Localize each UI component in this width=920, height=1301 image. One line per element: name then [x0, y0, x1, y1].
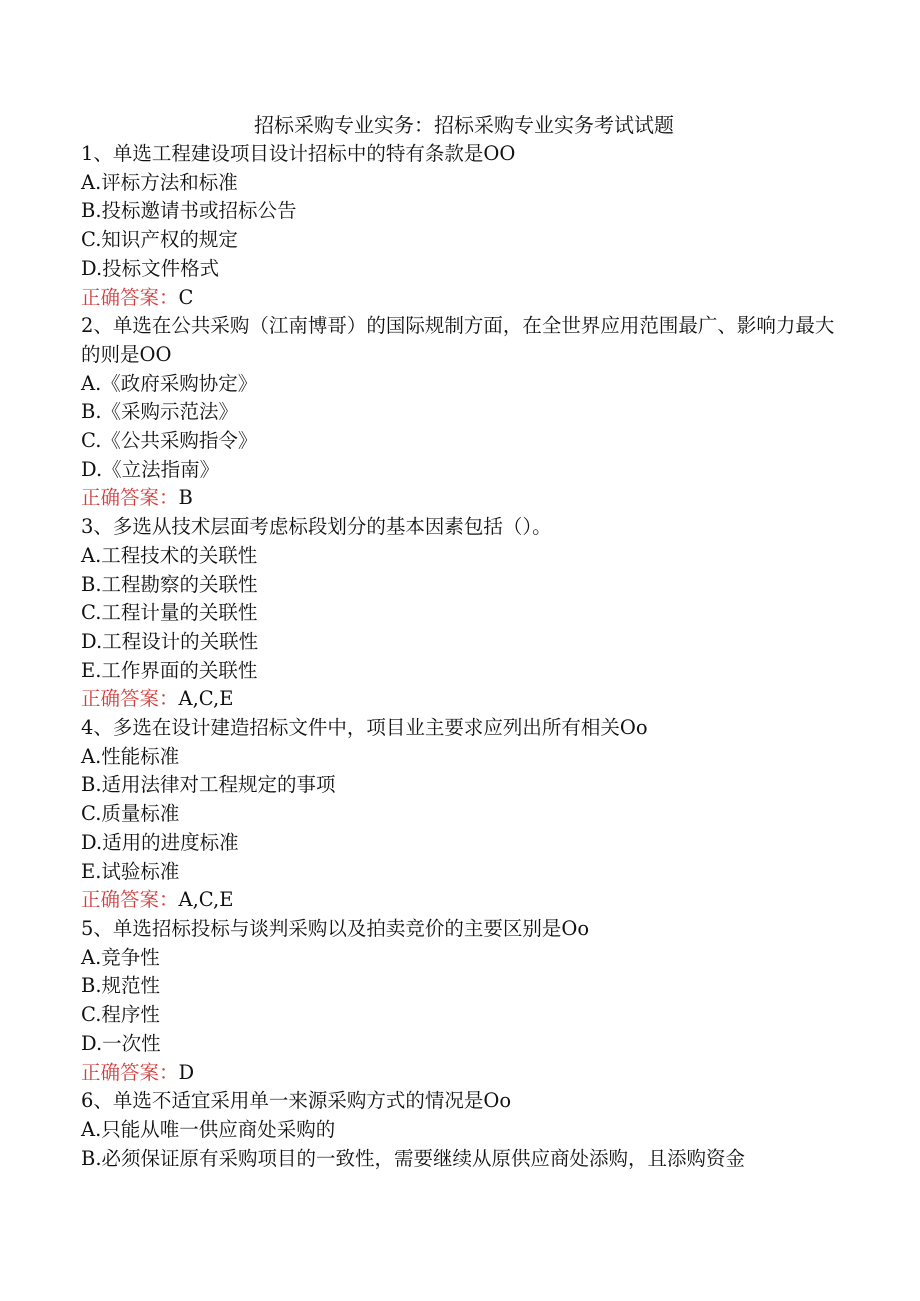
option-a: A.性能标准: [81, 744, 180, 768]
question-stem: 5、单选招标投标与谈判采购以及拍卖竞价的主要区别是Oo: [81, 916, 590, 940]
option-d: D.一次性: [81, 1031, 161, 1055]
option-d: D.《立法指南》: [81, 457, 220, 481]
correct-answer: [81, 284, 841, 313]
question-stem: 3、多选从技术层面考虑标段划分的基本因素包括（）。: [81, 515, 552, 539]
option-a: A.评标方法和标准: [81, 170, 238, 194]
option-b: B.工程勘察的关联性: [81, 572, 258, 596]
correct-answer: [81, 1059, 841, 1088]
answer-value: B: [178, 486, 193, 510]
option-b: B.《采购示范法》: [81, 400, 239, 424]
question-stem: 6、单选不适宜采用单一来源采购方式的情况是Oo: [81, 1089, 512, 1113]
option-e: E.工作界面的关联性: [81, 658, 258, 682]
option-d: D.投标文件格式: [81, 256, 220, 280]
option-b: B.规范性: [81, 974, 161, 998]
question-stem: 4、多选在设计建造招标文件中，项目业主要求应列出所有相关Oo: [81, 716, 648, 740]
option-c: C.程序性: [81, 1003, 160, 1027]
exam-document: [81, 111, 841, 1173]
option-a: A.只能从唯一供应商处采购的: [81, 1117, 336, 1141]
answer-value: A,C,E: [178, 687, 234, 711]
correct-answer: [81, 685, 841, 714]
option-c: C.知识产权的规定: [81, 228, 238, 252]
option-c: C.质量标准: [81, 802, 180, 826]
question-4: [81, 714, 841, 915]
option-e: E.试验标准: [81, 859, 180, 883]
option-c: C.工程计量的关联性: [81, 601, 258, 625]
option-b: B.投标邀请书或招标公告: [81, 199, 297, 223]
option-b: B.必须保证原有采购项目的一致性，需要继续从原供应商处添购，且添购资金: [81, 1146, 746, 1170]
question-5: [81, 915, 841, 1087]
answer-label: 正确答案：: [81, 486, 179, 510]
question-6: [81, 1087, 841, 1173]
option-a: A.竞争性: [81, 945, 160, 969]
option-d: D.适用的进度标准: [81, 830, 239, 854]
answer-label: 正确答案：: [81, 687, 179, 711]
question-1: [81, 140, 841, 312]
option-a: A.工程技术的关联性: [81, 543, 258, 567]
answer-value: C: [178, 285, 194, 309]
answer-label: 正确答案：: [81, 285, 179, 309]
option-c: C.《公共采购指令》: [81, 429, 258, 453]
question-2: [81, 312, 841, 513]
question-stem: 2、单选在公共采购（江南博哥）的国际规制方面，在全世界应用范围最广、影响力最大的则是OO: [81, 314, 835, 366]
document-title: 招标采购专业实务：招标采购专业实务考试试题: [254, 113, 674, 137]
option-a: A.《政府采购协定》: [81, 371, 258, 395]
question-3: [81, 513, 841, 714]
answer-label: 正确答案：: [81, 888, 179, 912]
answer-value: D: [178, 1060, 195, 1084]
answer-value: A,C,E: [178, 888, 234, 912]
correct-answer: [81, 886, 841, 915]
option-d: D.工程设计的关联性: [81, 629, 259, 653]
option-b: B.适用法律对工程规定的事项: [81, 773, 336, 797]
question-stem: 1、单选工程建设项目设计招标中的特有条款是OO: [81, 142, 516, 165]
answer-label: 正确答案：: [81, 1060, 179, 1084]
correct-answer: [81, 484, 841, 513]
